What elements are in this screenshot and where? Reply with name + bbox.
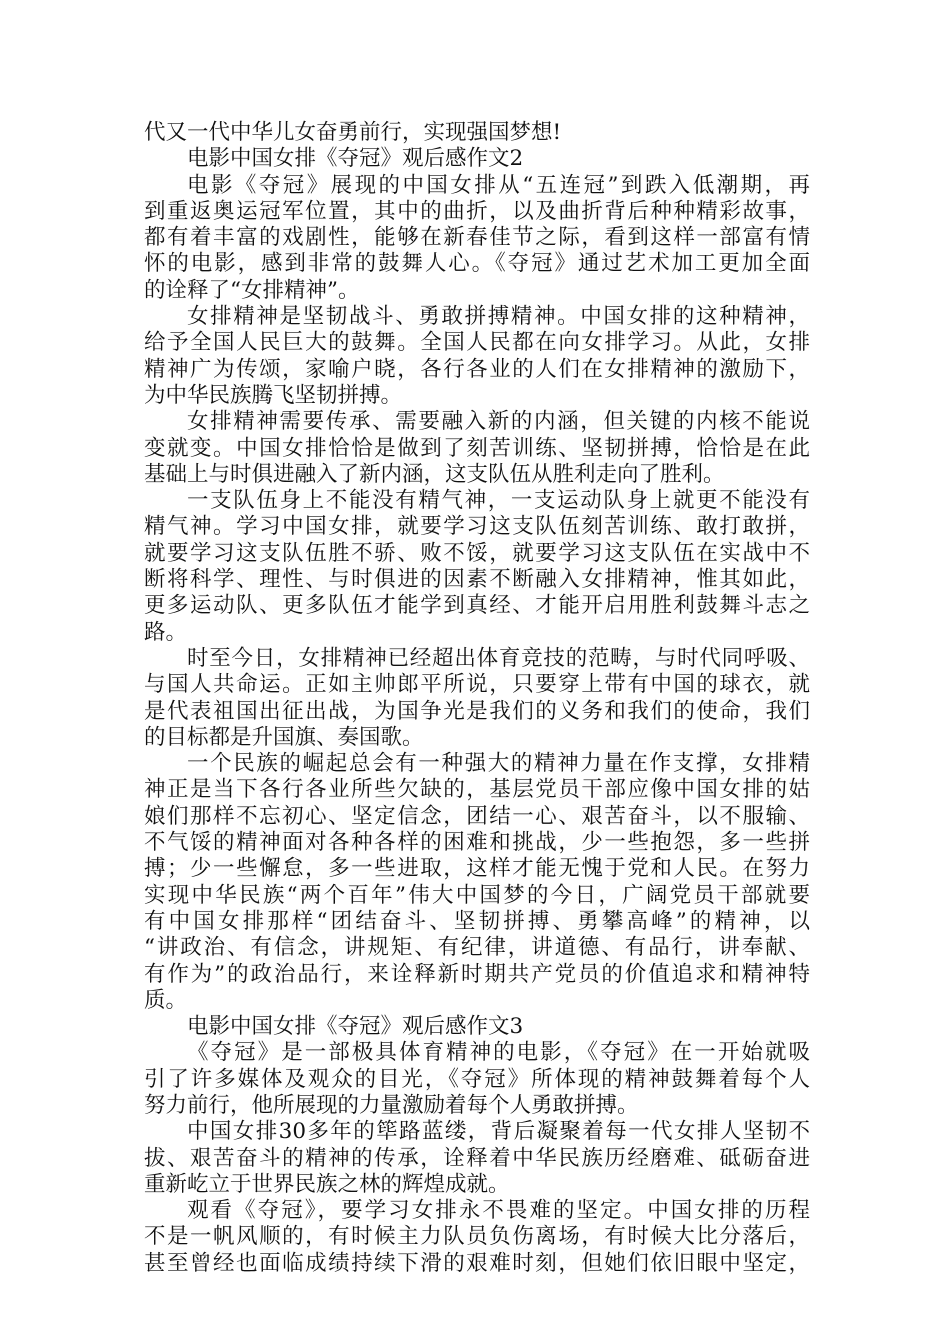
text-line: 不是一帆风顺的，有时候主力队员负伤离场，有时候大比分落后， xyxy=(144,1224,810,1250)
text-line: 怀的电影，感到非常的鼓舞人心。《夺冠》通过艺术加工更加全面 xyxy=(144,251,810,277)
text-line: 精气神。学习中国女排，就要学习这支队伍刻苦训练、敢打敢拼， xyxy=(144,514,810,540)
text-line: 有中国女排那样“团结奋斗、坚韧拼搏、勇攀高峰”的精神，以 xyxy=(144,908,810,934)
text-line: 神正是当下各行各业所些欠缺的，基层党员干部应像中国女排的姑 xyxy=(144,777,810,803)
text-line: 一支队伍身上不能没有精气神，一支运动队身上就更不能没有 xyxy=(187,488,810,514)
text-line: 变就变。中国女排恰恰是做到了刻苦训练、坚韧拼搏，恰恰是在此 xyxy=(144,435,810,461)
text-line: 《夺冠》是一部极具体育精神的电影，《夺冠》在一开始就吸 xyxy=(187,1040,810,1066)
text-line: 质。 xyxy=(144,987,188,1013)
text-line: 拔、艰苦奋斗的精神的传承，诠释着中华民族历经磨难、砥砺奋进 xyxy=(144,1145,810,1171)
text-line: 一个民族的崛起总会有一种强大的精神力量在作支撑，女排精 xyxy=(187,751,810,777)
text-line: 更多运动队、更多队伍才能学到真经、才能开启用胜利鼓舞斗志之 xyxy=(144,593,810,619)
text-line: 代又一代中华儿女奋勇前行，实现强国梦想! xyxy=(144,120,562,145)
text-line: 电影中国女排《夺冠》观后感作文3 xyxy=(187,1014,524,1040)
text-line: 重新屹立于世界民族之林的辉煌成就。 xyxy=(144,1171,510,1197)
text-line: 努力前行，他所展现的力量激励着每个人勇敢拼搏。 xyxy=(144,1092,639,1118)
text-line: “讲政治、有信念，讲规矩、有纪律，讲道德、有品行，讲奉献、 xyxy=(144,935,810,961)
text-line: 娘们那样不忘初心、坚定信念，团结一心、艰苦奋斗，以不服输、 xyxy=(144,803,810,829)
text-line: 断将科学、理性、与时俱进的因素不断融入女排精神，惟其如此， xyxy=(144,567,810,593)
text-line: 与国人共命运。正如主帅郎平所说，只要穿上带有中国的球衣，就 xyxy=(144,672,810,698)
text-line: 不气馁的精神面对各种各样的困难和挑战，少一些抱怨，多一些拼 xyxy=(144,830,810,856)
text-line: 时至今日，女排精神已经超出体育竞技的范畴，与时代同呼吸、 xyxy=(187,645,810,671)
text-line: 中国女排30多年的筚路蓝缕，背后凝聚着每一代女排人坚韧不 xyxy=(187,1119,810,1145)
text-line: 女排精神是坚韧战斗、勇敢拼搏精神。中国女排的这种精神， xyxy=(187,304,810,330)
text-line: 电影《夺冠》展现的中国女排从“五连冠”到跌入低潮期，再 xyxy=(187,172,810,198)
text-line: 甚至曾经也面临成绩持续下滑的艰难时刻，但她们依旧眼中坚定， xyxy=(144,1250,810,1276)
text-line: 引了许多媒体及观众的目光，《夺冠》所体现的精神鼓舞着每个人 xyxy=(144,1066,810,1092)
text-line: 实现中华民族“两个百年”伟大中国梦的今日，广阔党员干部就要 xyxy=(144,882,810,908)
document-page xyxy=(144,120,810,1277)
text-line: 是代表祖国出征出战，为国争光是我们的义务和我们的使命，我们 xyxy=(144,698,810,724)
text-line: 观看《夺冠》，要学习女排永不畏难的坚定。中国女排的历程 xyxy=(187,1198,810,1224)
text-line: 精神广为传颂，家喻户晓，各行各业的人们在女排精神的激励下， xyxy=(144,356,810,382)
text-line: 都有着丰富的戏剧性，能够在新春佳节之际，看到这样一部富有情 xyxy=(144,225,810,251)
text-line: 女排精神需要传承、需要融入新的内涵，但关键的内核不能说 xyxy=(187,409,810,435)
text-line: 的诠释了“女排精神”。 xyxy=(144,277,360,303)
text-line: 有作为”的政治品行，来诠释新时期共产党员的价值追求和精神特 xyxy=(144,961,810,987)
text-line: 就要学习这支队伍胜不骄、败不馁，就要学习这支队伍在实战中不 xyxy=(144,540,810,566)
text-line: 的目标都是升国旗、奏国歌。 xyxy=(144,724,424,750)
text-line: 路。 xyxy=(144,619,188,645)
text-line: 给予全国人民巨大的鼓舞。全国人民都在向女排学习。从此，女排 xyxy=(144,330,810,356)
text-line: 到重返奥运冠军位置，其中的曲折，以及曲折背后种种精彩故事， xyxy=(144,198,810,224)
text-line: 为中华民族腾飞坚韧拼搏。 xyxy=(144,382,403,408)
text-line: 电影中国女排《夺冠》观后感作文2 xyxy=(187,146,524,172)
text-line: 基础上与时俱进融入了新内涵，这支队伍从胜利走向了胜利。 xyxy=(144,461,725,487)
text-line: 搏；少一些懈怠，多一些进取，这样才能无愧于党和人民。在努力 xyxy=(144,856,810,882)
